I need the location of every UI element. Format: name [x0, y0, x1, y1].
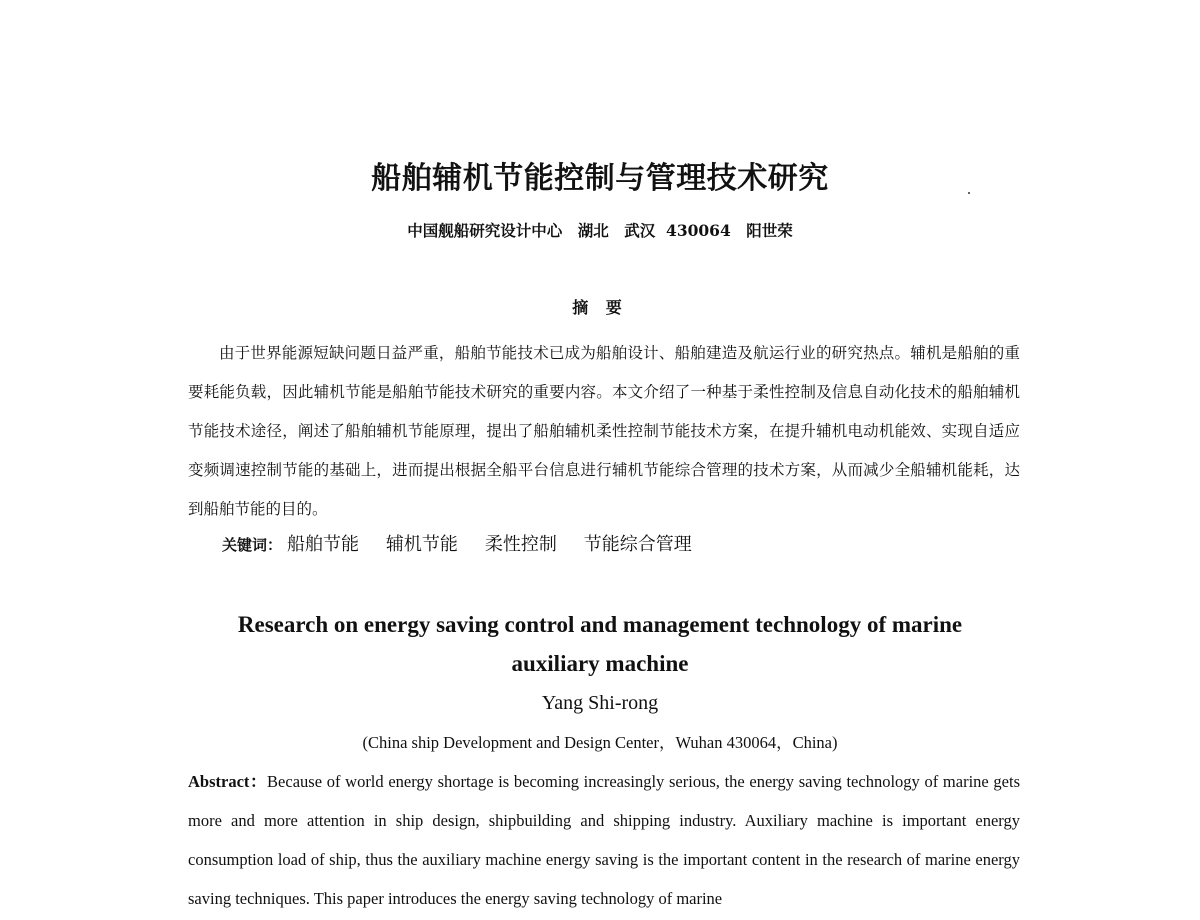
english-abstract	[188, 762, 1020, 918]
chinese-abstract-heading: 摘 要	[572, 298, 628, 317]
keyword-3: 柔性控制	[484, 534, 557, 555]
keywords-label: 关键词：	[222, 536, 283, 554]
english-abstract-text: Because of world energy shortage is becoming increasingly serious, the energy saving technology of marine gets more and more attention in ship design, shipbuilding and shipping industry. Auxiliary machine is important energy consumption load of ship, thus the auxiliary machine energy saving is the important content in the research of marine energy saving techniques. This paper introduces the energy saving technology of marine	[188, 772, 1021, 908]
english-abstract-label: Abstract：	[188, 772, 268, 791]
english-author: Yang Shi-rong	[541, 692, 659, 714]
keyword-1: 船舶节能	[286, 534, 359, 555]
chinese-title: 船舶辅机节能控制与管理技术研究	[371, 161, 829, 196]
keyword-4: 节能综合管理	[583, 534, 692, 555]
english-title: Research on energy saving control and management technology of marine auxiliary machine	[237, 612, 963, 676]
keyword-2: 辅机节能	[385, 534, 458, 555]
chinese-author-affiliation: 中国舰船研究设计中心 湖北 武汉 430064 阳世荣	[407, 221, 793, 240]
english-affiliation: (China ship Development and Design Center，Wuhan 430064，China)	[362, 733, 838, 752]
chinese-keywords	[222, 530, 714, 560]
chinese-abstract: 由于世界能源短缺问题日益严重，船舶节能技术已成为船舶设计、船舶建造及航运行业的研究热点。辅机是船舶的重要耗能负载，因此辅机节能是船舶节能技术研究的重要内容。本文介绍了一种基于柔性控制及信息自动化技术的船舶辅机节能技术途径，阐述了船舶辅机节能原理，提出了船舶辅机柔性控制节能技术方案，在提升辅机电动机能效、实现自适应变频调速控制节能的基础上，进而提出根据全船平台信息进行辅机节能综合管理的技术方案，从而减少全船辅机能耗，达到船舶节能的目的。	[188, 344, 1020, 518]
